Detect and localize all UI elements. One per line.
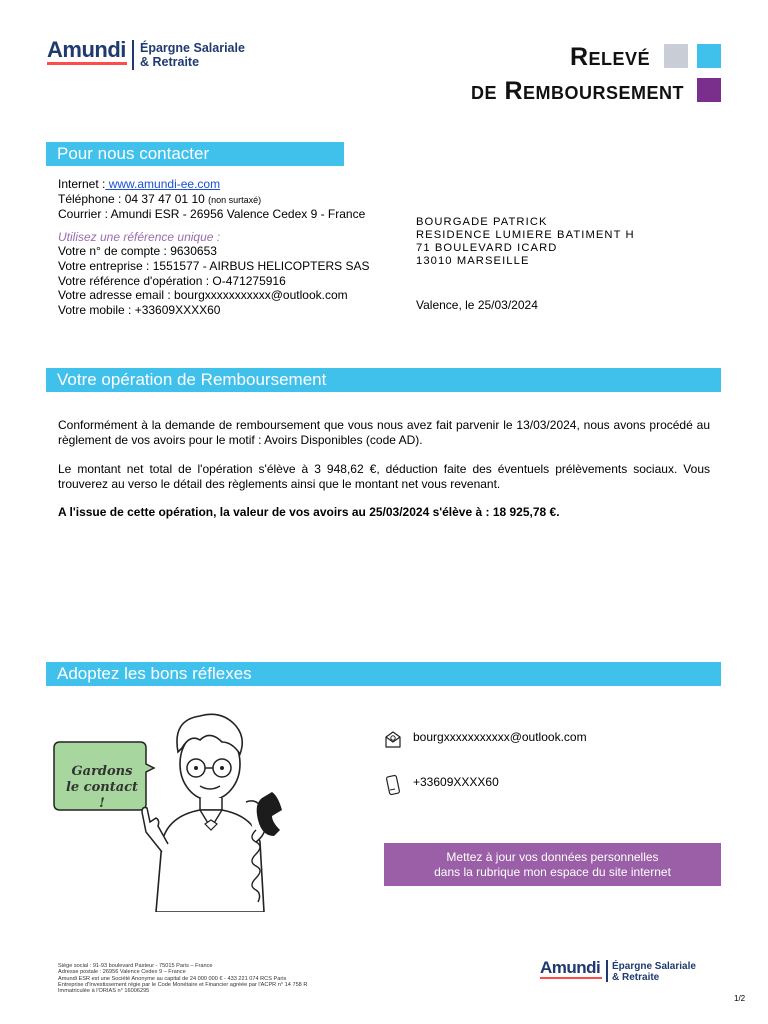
footer-logo-separator [606,960,608,982]
section-bar-reflexes [46,662,721,686]
place-date: Valence, le 25/03/2024 [416,298,538,312]
header-logo [47,38,277,74]
legal-footer [58,963,378,994]
contact-phone [58,192,408,208]
contact-illustration [50,712,340,912]
footer-line3: Amundi ESR est une Société Anonyme au capital de 24 000 000 € - 433 221 074 RCS Paris [58,975,287,982]
document-title-line2: de Remboursement [471,77,685,105]
cta-line2: dans la rubrique mon espace du site internet [434,864,671,879]
phone-text: Téléphone : 04 37 47 01 10 [58,191,205,206]
operation-paragraph-2: Le montant net total de l'opération s'élève à 3 948,62 €, déduction faite des éventuels prélèvements sociaux. Vous trouverez au verso le détail des règlements ainsi que le montant net vous revenant. [58,462,710,491]
recipient-line2: RESIDENCE LUMIERE BATIMENT H [416,229,635,241]
speech-bubble-text [62,764,142,812]
contact-mail: Courrier : Amundi ESR - 26956 Valence Cedex 9 - France [58,207,366,222]
document-title-line1: Relevé [570,43,651,71]
contact-mobile: Votre mobile : +33609XXXX60 [58,302,221,317]
footer-line5: Immatriculée à l'ORIAS n° 16006295 [58,988,150,995]
footer-logo-subtitle [612,961,696,983]
illustration-svg [50,712,340,912]
footer-logo-sub1: Épargne Salariale [612,961,696,972]
contact-block [58,177,408,317]
recipient-name: BOURGADE PATRICK [416,216,548,228]
internet-label: Internet : [58,177,106,191]
recipient-line3: 71 BOULEVARD ICARD [416,242,558,254]
bubble-line2: le contact ! [65,780,139,811]
logo-separator [132,40,134,70]
logo-subtitle-line2: & Retraite [140,55,200,69]
phone-note: (non surtaxé) [208,194,262,205]
reflexes-email: bourgxxxxxxxxxxx@outlook.com [413,730,587,744]
phone-icon [384,774,402,796]
recipient-address [416,216,736,268]
section-bar-contact [46,142,344,166]
logo-subtitle [140,41,245,69]
operation-paragraph-3: A l'issue de cette opération, la valeur de vos avoirs au 25/03/2024 s'élève à : 18 925,78 €. [58,505,560,519]
company-ref: Votre entreprise : 1551577 - AIRBUS HELICOPTERS SAS [58,258,370,273]
logo-wordmark: Amundi [47,37,126,62]
reflexes-mobile: +33609XXXX60 [413,775,499,789]
section-title-reflexes: Adoptez les bons réflexes [57,664,252,683]
footer-logo-wordmark: Amundi [540,958,601,977]
contact-email: Votre adresse email : bourgxxxxxxxxxxx@outlook.com [58,288,348,303]
account-number: Votre n° de compte : 9630653 [58,244,217,259]
operation-paragraph-1: Conformément à la demande de remboursement que vous nous avez fait parvenir le 13/03/2024, nous avons procédé au règlement de vos avoirs pour le motif : Avoirs Disponibles (code AD). [58,418,710,447]
update-data-banner[interactable] [384,843,721,886]
footer-logo [540,958,720,984]
website-link[interactable]: www.amundi-ee.com [105,177,221,191]
contact-internet [58,177,408,192]
title-square-cyan [697,44,721,68]
title-square-grey [664,44,688,68]
section-bar-operation [46,368,721,392]
logo-subtitle-line1: Épargne Salariale [140,41,245,55]
section-title-contact: Pour nous contacter [57,144,210,163]
bubble-line1: Gardons [71,764,133,779]
footer-line2: Adresse postale : 26956 Valence Cedex 9 – France [58,969,186,976]
cta-line1: Mettez à jour vos données personnelles [446,850,659,864]
section-title-operation: Votre opération de Remboursement [57,370,327,389]
footer-logo-sub2: & Retraite [612,972,660,983]
envelope-icon [383,730,403,750]
recipient-line4: 13010 MARSEILLE [416,255,530,267]
footer-line4: Entreprise d'Investissement régie par le Code Monétaire et Financier agréée par l'ACPR n° 14 758 R [58,981,308,988]
operation-ref: Votre référence d'opération : O-471275916 [58,273,286,288]
footer-line1: Siège social : 91-93 boulevard Pasteur - 75015 Paris – France [58,963,213,969]
title-square-purple [697,78,721,102]
page-number: 1/2 [734,994,746,1003]
footer-logo-underline [540,977,602,979]
logo-underline [47,62,127,65]
reference-hint: Utilisez une référence unique : [58,229,221,244]
